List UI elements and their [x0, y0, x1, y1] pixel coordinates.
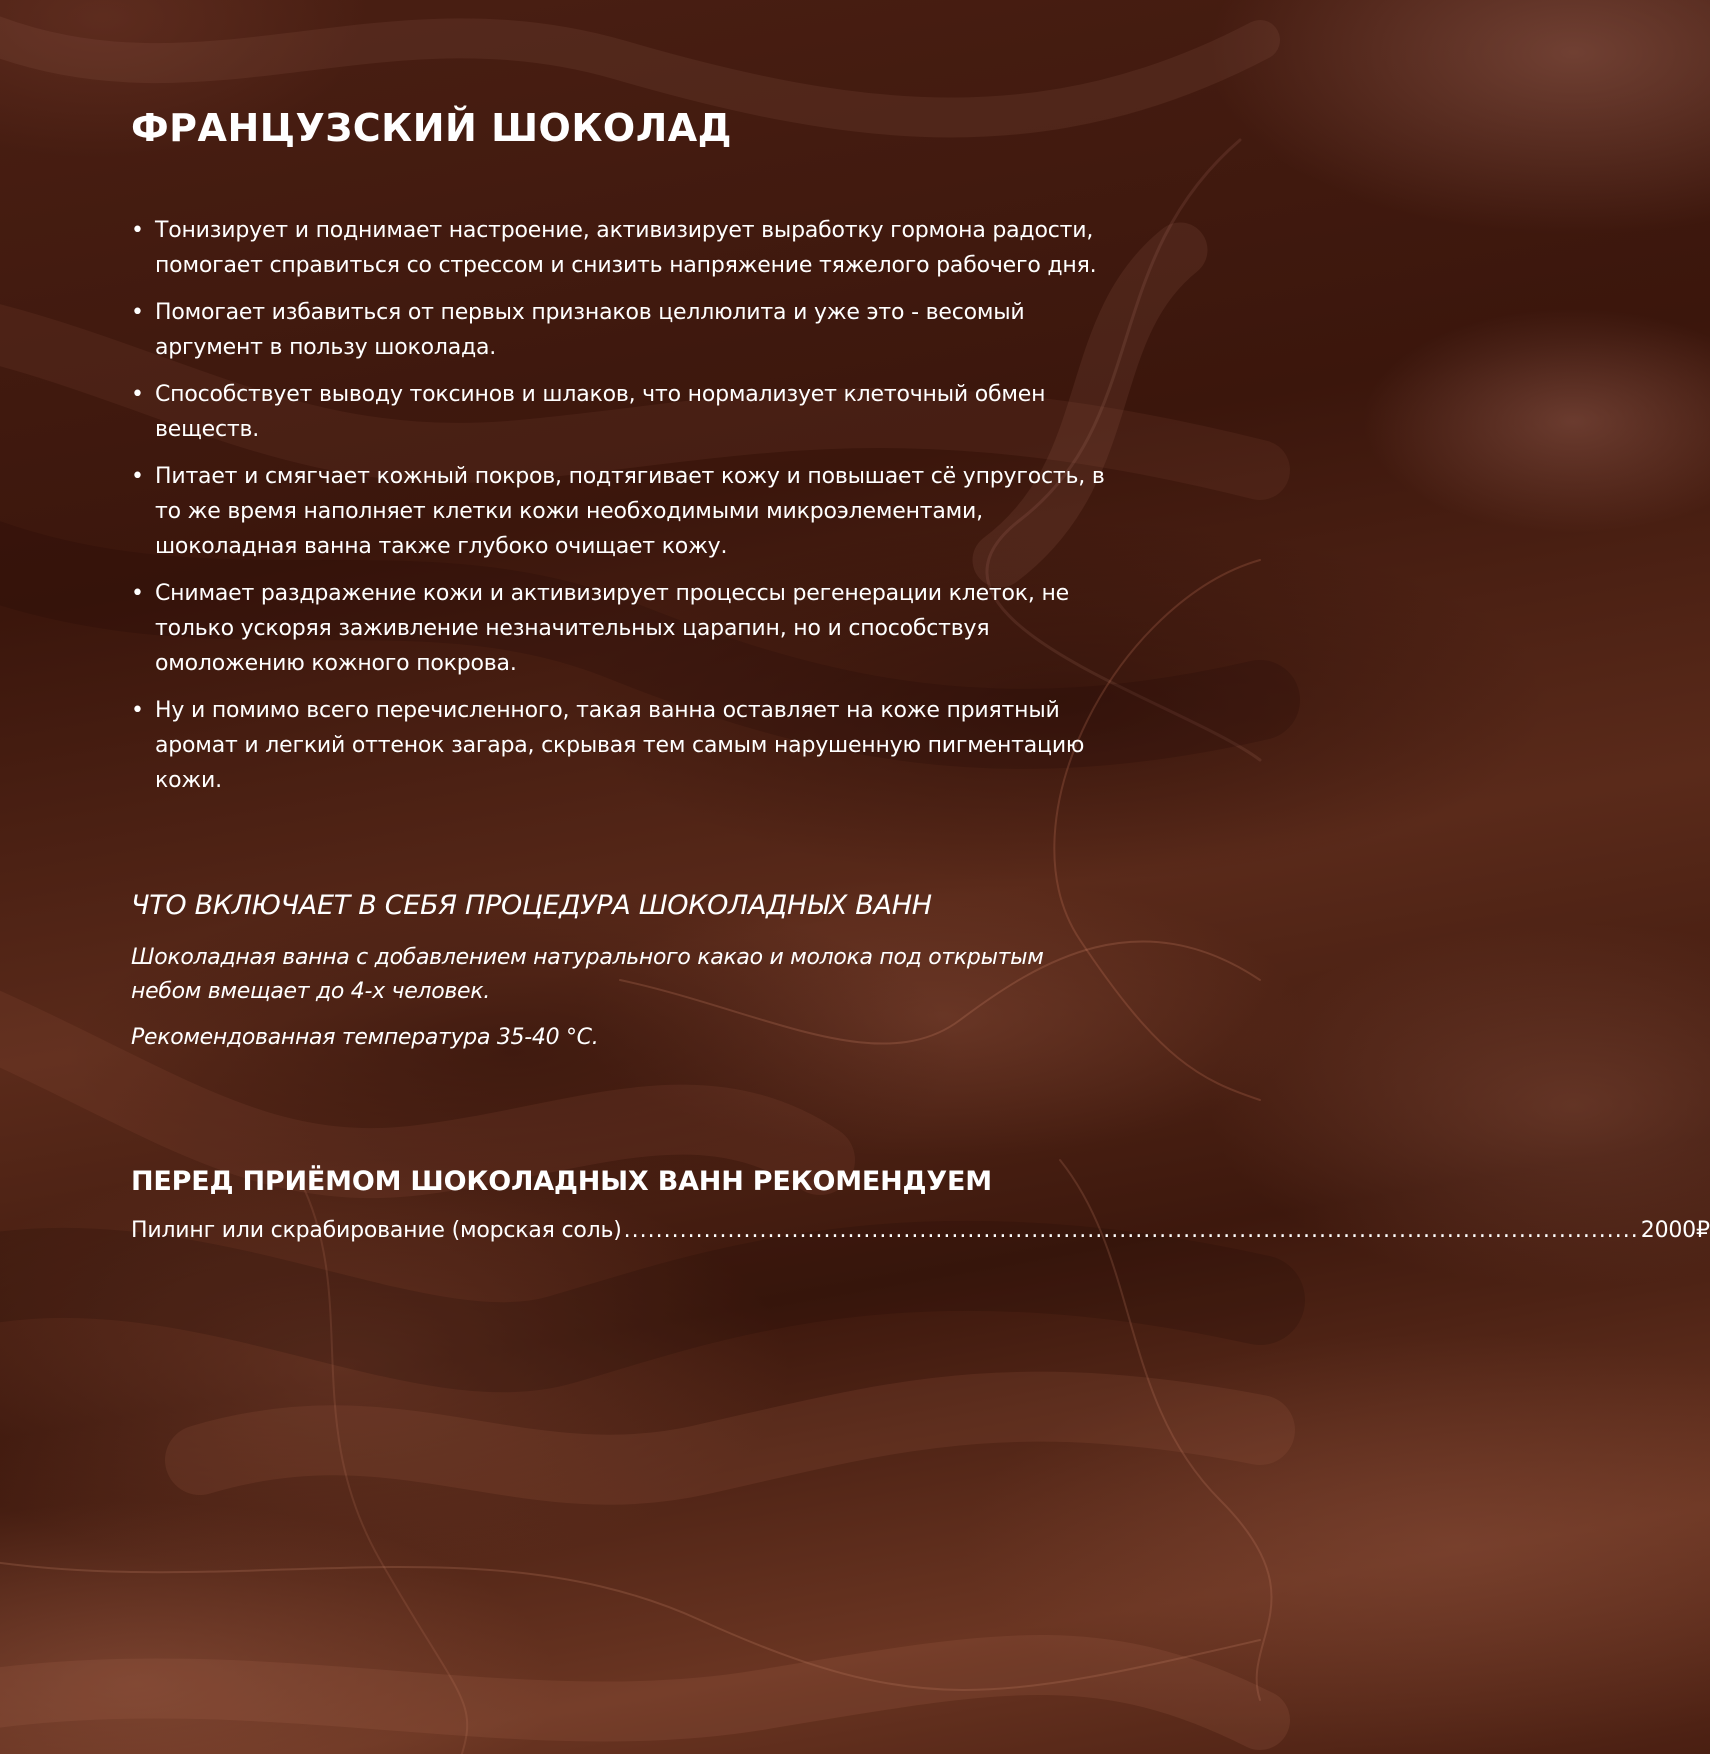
- bullet-icon: •: [131, 382, 144, 407]
- benefit-text: Помогает избавиться от первых признаков целлюлита и уже это - весомый аргумент в пользу шоколада.: [155, 300, 1025, 360]
- list-item: [131, 576, 1111, 681]
- benefit-text: Ну и помимо всего перечисленного, такая ванна оставляет на коже приятный аромат и легкий оттенок загара, скрывая тем самым нарушенную пигментацию кожи.: [155, 698, 1085, 793]
- benefits-list: [131, 213, 1111, 810]
- service-name: Пилинг или скрабирование (морская соль): [131, 1218, 622, 1243]
- benefit-text: Способствует выводу токсинов и шлаков, что нормализует клеточный обмен веществ.: [155, 382, 1046, 442]
- page-title: ФРАНЦУЗСКИЙ ШОКОЛАД: [131, 106, 733, 150]
- list-item: [131, 295, 1111, 365]
- list-item: [131, 459, 1111, 564]
- list-item: [131, 213, 1111, 283]
- bullet-icon: •: [131, 698, 144, 723]
- bullet-icon: •: [131, 581, 144, 606]
- bullet-icon: •: [131, 300, 144, 325]
- benefit-text: Снимает раздражение кожи и активизирует процессы регенерации клеток, не только ускоряя заживление незначительных царапин, но и способствуя омоложению кожного покрова.: [155, 581, 1070, 676]
- bullet-icon: •: [131, 218, 144, 243]
- recommend-title: ПЕРЕД ПРИЁМОМ ШОКОЛАДНЫХ ВАНН РЕКОМЕНДУЕМ: [131, 1166, 992, 1197]
- dot-leader: ...............................................................................................................................: [623, 1218, 1639, 1243]
- list-item: [131, 377, 1111, 447]
- procedure-description: Шоколадная ванна с добавлением натурального какао и молока под открытым небом вмещает до 4-х человек.: [131, 945, 1044, 1004]
- list-item: [131, 693, 1111, 798]
- price-row: [131, 1214, 1710, 1248]
- bullet-icon: •: [131, 464, 144, 489]
- benefit-text: Питает и смягчает кожный покров, подтягивает кожу и повышает сё упругость, в то же время наполняет клетки кожи необходимыми микроэлементами, шоколадная ванна также глубоко очищает кожу.: [155, 464, 1105, 559]
- benefit-text: Тонизирует и поднимает настроение, активизирует выработку гормона радости, помогает справиться со стрессом и снизить напряжение тяжелого рабочего дня.: [155, 218, 1097, 278]
- service-price: 2000₽: [1640, 1218, 1710, 1243]
- procedure-title: ЧТО ВКЛЮЧАЕТ В СЕБЯ ПРОЦЕДУРА ШОКОЛАДНЫХ ВАНН: [131, 890, 932, 921]
- procedure-temperature: Рекомендованная температура 35-40 °С.: [131, 1025, 599, 1050]
